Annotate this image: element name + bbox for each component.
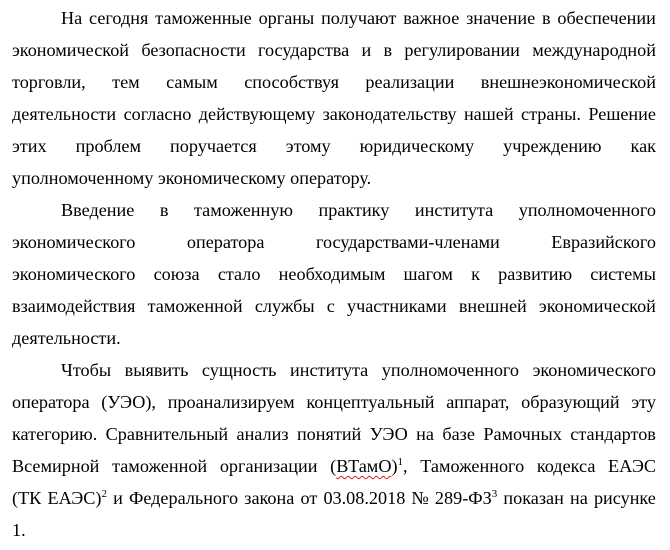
word: реализации (365, 72, 455, 92)
word: (УЭО), (101, 392, 156, 412)
word: уполномоченному (12, 168, 154, 188)
word: рисунке (593, 488, 656, 508)
word: проанализируем (167, 392, 295, 412)
paragraph-2-line-4 (12, 293, 656, 319)
word: этих (12, 136, 47, 156)
word: практику (318, 200, 390, 220)
word: регулировании (404, 40, 520, 60)
paragraph-2-line-1 (61, 197, 656, 223)
word: 1. (12, 520, 26, 540)
word: стандартов (570, 424, 656, 444)
word: кодекса (536, 456, 596, 476)
paragraph-3-line-5 (12, 485, 656, 511)
abbreviation-tk-eaes (47, 485, 107, 511)
word: таможенной (112, 456, 208, 476)
word: образующий (521, 392, 620, 412)
paragraph-3-line-6 (12, 517, 656, 543)
abbreviation-vtamo (330, 453, 407, 479)
word: участниками (346, 296, 447, 316)
word: , (403, 456, 408, 476)
word: способствуя (244, 72, 339, 92)
word: государствами-членами (315, 232, 500, 252)
word: юридическому (359, 136, 475, 156)
word: на (569, 488, 588, 508)
word: экономического (12, 264, 136, 284)
word: в (541, 8, 551, 28)
word: таможенную (194, 200, 293, 220)
word: международной (532, 40, 656, 60)
paragraph-1-line-2 (12, 37, 656, 63)
word: организации (219, 456, 318, 476)
word: оператору. (290, 168, 372, 188)
word: 03.08.2018 (323, 488, 406, 508)
word: торговли, (12, 72, 86, 92)
word: действующему (198, 104, 316, 124)
word: к (471, 264, 480, 284)
word: 289-ФЗ (434, 488, 492, 508)
word: УЭО (369, 424, 408, 444)
word: получают (321, 8, 397, 28)
word: согласно (123, 104, 192, 124)
word: Чтобы (61, 360, 112, 380)
word: сегодня (89, 8, 149, 28)
word: с (326, 296, 335, 316)
word: таможенной (147, 296, 243, 316)
word: союза (153, 264, 200, 284)
word: аппарат, (446, 392, 510, 412)
paragraph-2-line-2 (12, 229, 656, 255)
word: законодательству (322, 104, 457, 124)
word: проблем (75, 136, 142, 156)
word: экономической (12, 40, 130, 60)
word: шагом (403, 264, 453, 284)
word: уполномоченного (518, 200, 656, 220)
word: экономической (538, 296, 656, 316)
word: На (61, 8, 83, 28)
word: деятельности. (12, 328, 121, 348)
word: обеспечении (557, 8, 656, 28)
word: Решение (588, 104, 656, 124)
word: ЕАЭС (608, 456, 656, 476)
word: № (411, 488, 429, 508)
word: Таможенного (420, 456, 525, 476)
footnote-mark-2[interactable]: 2 (101, 488, 107, 500)
word: внешнеэкономической (480, 72, 656, 92)
word: Всемирной (12, 456, 100, 476)
word: Введение (61, 200, 135, 220)
word: тем (112, 72, 140, 92)
word: в (159, 200, 169, 220)
word: Евразийского (551, 232, 656, 252)
word: сущность (201, 360, 277, 380)
word: этому (285, 136, 331, 156)
word: государства (258, 40, 350, 60)
paragraph-3-line-1 (61, 357, 656, 383)
word: и (361, 40, 372, 60)
word: самым (166, 72, 218, 92)
word: стало (217, 264, 261, 284)
word: закона (244, 488, 295, 508)
paragraph-2-line-5 (12, 325, 656, 351)
word: экономического (12, 232, 136, 252)
word: системы (590, 264, 656, 284)
word: концептуальный (306, 392, 435, 412)
word: понятий (296, 424, 362, 444)
word: органы (258, 8, 315, 28)
word: внешней (458, 296, 527, 316)
paragraph-1-line-6 (12, 165, 656, 191)
word: значение (466, 8, 536, 28)
word: учреждению (503, 136, 602, 156)
word: и (113, 488, 123, 508)
word: безопасности (141, 40, 246, 60)
word: эту (631, 392, 656, 412)
word: развитию (498, 264, 573, 284)
word: службы (254, 296, 315, 316)
word: ) (391, 456, 398, 476)
word: страны. (521, 104, 581, 124)
word: выявить (124, 360, 189, 380)
word: Сравнительный (105, 424, 229, 444)
word: института (289, 360, 369, 380)
spellcheck-underline: ВТамО (336, 456, 392, 476)
paragraph-3-line-4 (12, 453, 656, 479)
law-number (435, 485, 497, 511)
word: уполномоченного (381, 360, 520, 380)
word: деятельности (12, 104, 117, 124)
footnote-mark-1[interactable]: 1 (397, 456, 404, 468)
word: ЕАЭС) (47, 488, 102, 508)
word: анализ (236, 424, 289, 444)
word: взаимодействия (12, 296, 136, 316)
word: в (383, 40, 393, 60)
footnote-mark-3[interactable]: 3 (491, 488, 498, 500)
word: института (414, 200, 494, 220)
word: базе (442, 424, 475, 444)
word: Федерального (128, 488, 239, 508)
word: как (630, 136, 656, 156)
word: Рамочных (483, 424, 562, 444)
word: ( (330, 456, 337, 476)
word: оператора (186, 232, 265, 252)
paragraph-1-line-1 (61, 5, 656, 31)
paragraph-3-line-2 (12, 389, 656, 415)
word: от (300, 488, 318, 508)
word: показан (503, 488, 564, 508)
word: экономического (532, 360, 656, 380)
word: нашей (463, 104, 514, 124)
paragraph-3-line-3 (12, 421, 656, 447)
paragraph-1-line-5 (12, 133, 656, 159)
word: (ТК (12, 488, 42, 508)
paragraph-2-line-3 (12, 261, 656, 287)
paragraph-1-line-4 (12, 101, 656, 127)
word: необходимым (278, 264, 386, 284)
word: на (416, 424, 434, 444)
word: экономическому (158, 168, 286, 188)
word: оператора (12, 392, 90, 412)
word: категорию. (12, 424, 98, 444)
word: важное (403, 8, 460, 28)
word: поручается (170, 136, 257, 156)
paragraph-1-line-3 (12, 69, 656, 95)
word: таможенные (155, 8, 252, 28)
